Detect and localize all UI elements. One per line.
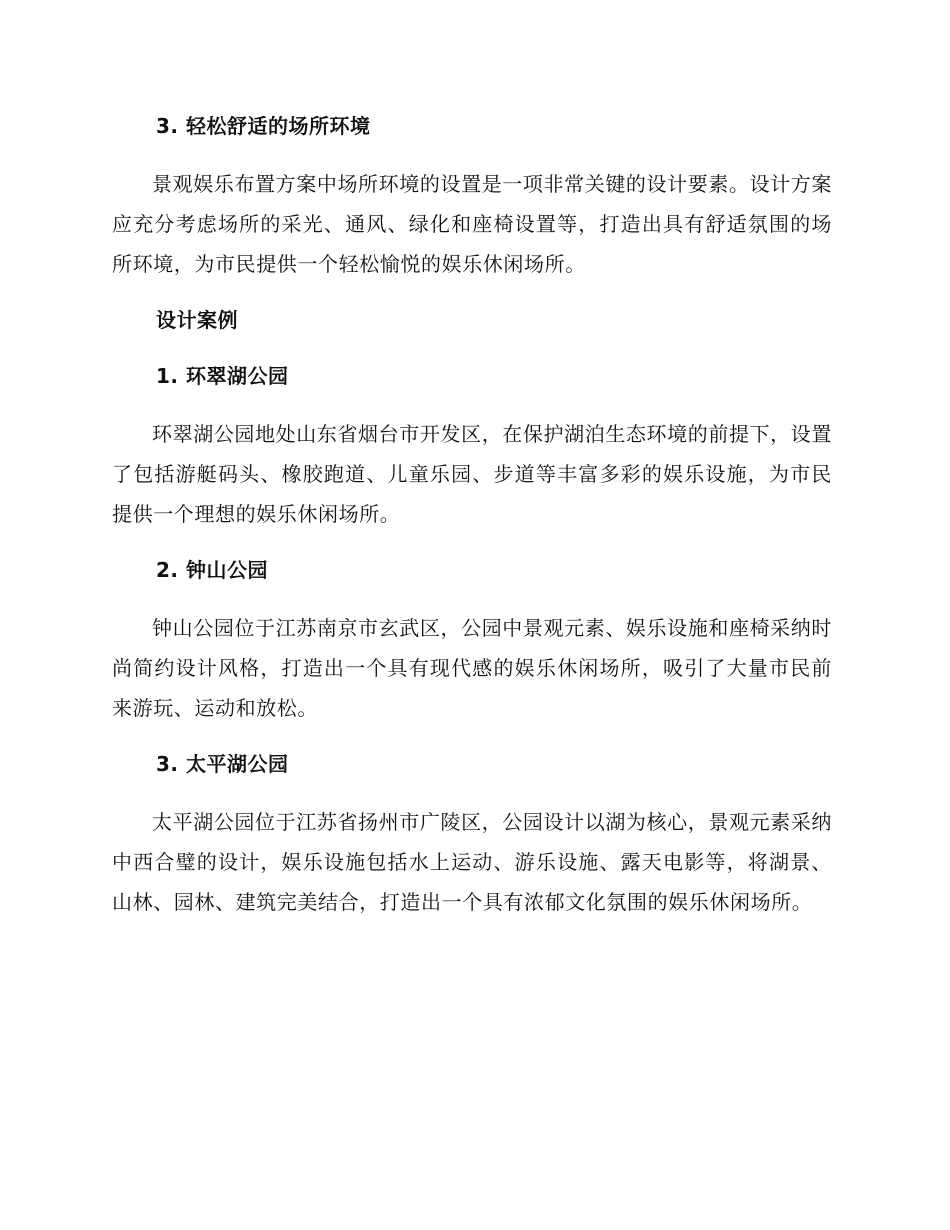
heading-zhongshan-park: 2. 钟山公园 bbox=[156, 558, 268, 582]
heading-taiping-lake-park: 3. 太平湖公园 bbox=[156, 752, 289, 776]
heading-huancui-lake-park: 1. 环翠湖公园 bbox=[156, 364, 289, 388]
paragraph-huancui-lake-park: 环翠湖公园地处山东省烟台市开发区，在保护湖泊生态环境的前提下，设置了包括游艇码头、橡胶跑道、儿童乐园、步道等丰富多彩的娱乐设施，为市民提供一个理想的娱乐休闲场所。 bbox=[112, 422, 832, 526]
heading-design-cases: 设计案例 bbox=[156, 308, 238, 332]
paragraph-taiping-lake-park: 太平湖公园位于江苏省扬州市广陵区，公园设计以湖为核心，景观元素采纳中西合璧的设计，娱乐设施包括水上运动、游乐设施、露天电影等，将湖景、山林、园林、建筑完美结合，打造出一个具有浓郁文化氛围的娱乐休闲场所。 bbox=[112, 810, 832, 914]
document-body bbox=[112, 108, 832, 940]
paragraph-environment-design: 景观娱乐布置方案中场所环境的设置是一项非常关键的设计要素。设计方案应充分考虑场所的采光、通风、绿化和座椅设置等，打造出具有舒适氛围的场所环境，为市民提供一个轻松愉悦的娱乐休闲场所。 bbox=[112, 172, 832, 276]
heading-comfortable-environment: 3. 轻松舒适的场所环境 bbox=[156, 114, 371, 138]
paragraph-zhongshan-park: 钟山公园位于江苏南京市玄武区，公园中景观元素、娱乐设施和座椅采纳时尚简约设计风格，打造出一个具有现代感的娱乐休闲场所，吸引了大量市民前来游玩、运动和放松。 bbox=[112, 616, 832, 720]
